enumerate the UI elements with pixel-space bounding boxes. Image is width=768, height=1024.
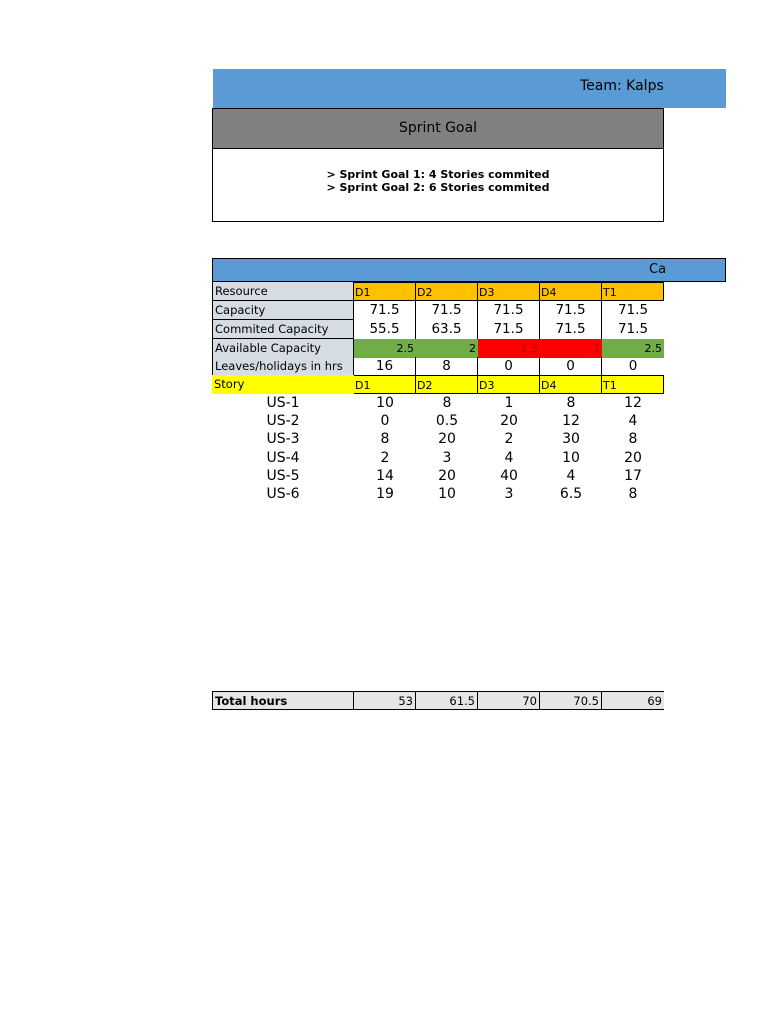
total-hours-label: Total hours — [212, 691, 354, 710]
team-banner — [213, 69, 726, 108]
story-hours: 20 — [500, 413, 518, 429]
story-hours: 3 — [442, 450, 452, 466]
leaves-label: Leaves/holidays in hrs — [212, 357, 354, 376]
leaves-cell: 16 — [354, 357, 416, 376]
available-capacity-cell: 2 — [416, 339, 478, 358]
capacity-cell: 71.5 — [540, 301, 602, 320]
total-hours-cell: 70.5 — [540, 691, 602, 710]
story-name: US-3 — [266, 431, 300, 447]
story-column-header: D2 — [416, 375, 478, 394]
story-hours: 20 — [624, 450, 642, 466]
capacity-banner — [212, 258, 726, 282]
resource-header: D2 — [416, 282, 478, 301]
available-capacity-cell: 2.5 — [354, 339, 416, 358]
story-hours: 20 — [438, 431, 456, 447]
capacity-label: Capacity — [212, 301, 354, 320]
total-hours-cell: 70 — [478, 691, 540, 710]
resource-header: D1 — [354, 282, 416, 301]
committed-capacity-cell: 63.5 — [416, 320, 478, 339]
available-capacity-cell: 2.5 — [602, 339, 664, 358]
sprint-goal-header: Sprint Goal — [213, 109, 663, 149]
available-capacity-cell: 1.5 — [478, 339, 540, 358]
leaves-row — [212, 357, 664, 376]
story-hours: 8 — [442, 395, 452, 411]
sprint-goal-line: > Sprint Goal 1: 4 Stories commited — [326, 168, 550, 181]
leaves-cell: 0 — [540, 357, 602, 376]
story-name: US-2 — [266, 413, 300, 429]
story-name: US-4 — [266, 450, 300, 466]
story-row — [212, 449, 664, 467]
story-header-row — [212, 375, 664, 394]
leaves-cell: 0 — [478, 357, 540, 376]
story-column-header: T1 — [602, 375, 664, 394]
story-hours: 19 — [376, 486, 394, 502]
story-hours: 20 — [438, 468, 456, 484]
story-name: US-1 — [266, 395, 300, 411]
capacity-row — [212, 301, 664, 320]
resource-header: T1 — [602, 282, 664, 301]
story-hours: 0 — [380, 413, 390, 429]
story-column-header: D1 — [354, 375, 416, 394]
story-row — [212, 485, 664, 503]
story-hours: 6.5 — [559, 486, 583, 502]
story-hours: 30 — [562, 431, 580, 447]
sprint-goal-lines — [213, 168, 663, 194]
story-hours: 10 — [438, 486, 456, 502]
story-row — [212, 394, 664, 412]
capacity-cell: 71.5 — [354, 301, 416, 320]
resource-header: D4 — [540, 282, 602, 301]
capacity-cell: 71.5 — [617, 302, 649, 318]
committed-capacity-cell: 55.5 — [354, 320, 416, 339]
committed-capacity-label: Commited Capacity — [212, 320, 354, 339]
story-hours: 8 — [566, 395, 576, 411]
story-hours: 0.5 — [435, 413, 459, 429]
story-hours: 10 — [376, 395, 394, 411]
story-name: US-6 — [266, 486, 300, 502]
story-row — [212, 430, 664, 448]
story-hours: 8 — [628, 431, 638, 447]
available-capacity-label: Available Capacity — [212, 339, 354, 358]
story-hours: 8 — [628, 486, 638, 502]
story-hours: 1 — [504, 395, 514, 411]
story-column-header: D3 — [478, 375, 540, 394]
story-label: Story — [212, 375, 354, 394]
story-row — [212, 467, 664, 485]
story-hours: 2 — [380, 450, 390, 466]
capacity-cell: 71.5 — [478, 301, 540, 320]
story-hours: 8 — [380, 431, 390, 447]
team-title: Team: Kalps — [580, 78, 664, 94]
total-hours-cell: 69 — [602, 691, 664, 710]
story-hours: 17 — [624, 468, 642, 484]
story-hours: 12 — [562, 413, 580, 429]
committed-capacity-cell: 71.5 — [478, 320, 540, 339]
story-hours: 12 — [624, 395, 642, 411]
committed-capacity-cell: 71.5 — [617, 321, 649, 337]
committed-capacity-cell: 71.5 — [540, 320, 602, 339]
leaves-cell: 8 — [416, 357, 478, 376]
resource-label: Resource — [212, 282, 354, 301]
sprint-goal-line: > Sprint Goal 2: 6 Stories commited — [326, 181, 550, 194]
resource-header: D3 — [478, 282, 540, 301]
available-capacity-cell: 1 — [540, 339, 602, 358]
leaves-cell: 0 — [628, 358, 638, 374]
story-row — [212, 412, 664, 430]
story-hours: 3 — [504, 486, 514, 502]
total-hours-cell: 53 — [354, 691, 416, 710]
committed-capacity-row — [212, 320, 664, 339]
total-hours-row — [212, 691, 664, 710]
sprint-goal-box — [212, 108, 664, 222]
story-hours: 4 — [504, 450, 514, 466]
story-hours: 14 — [376, 468, 394, 484]
story-hours: 2 — [504, 431, 514, 447]
story-hours: 40 — [500, 468, 518, 484]
available-capacity-row — [212, 339, 664, 358]
resource-row — [212, 282, 664, 301]
story-hours: 4 — [566, 468, 576, 484]
capacity-cell: 71.5 — [416, 301, 478, 320]
capacity-banner-title: Ca — [649, 262, 667, 277]
total-hours-cell: 61.5 — [416, 691, 478, 710]
story-hours: 10 — [562, 450, 580, 466]
story-column-header: D4 — [540, 375, 602, 394]
story-name: US-5 — [266, 468, 300, 484]
story-hours: 4 — [628, 413, 638, 429]
